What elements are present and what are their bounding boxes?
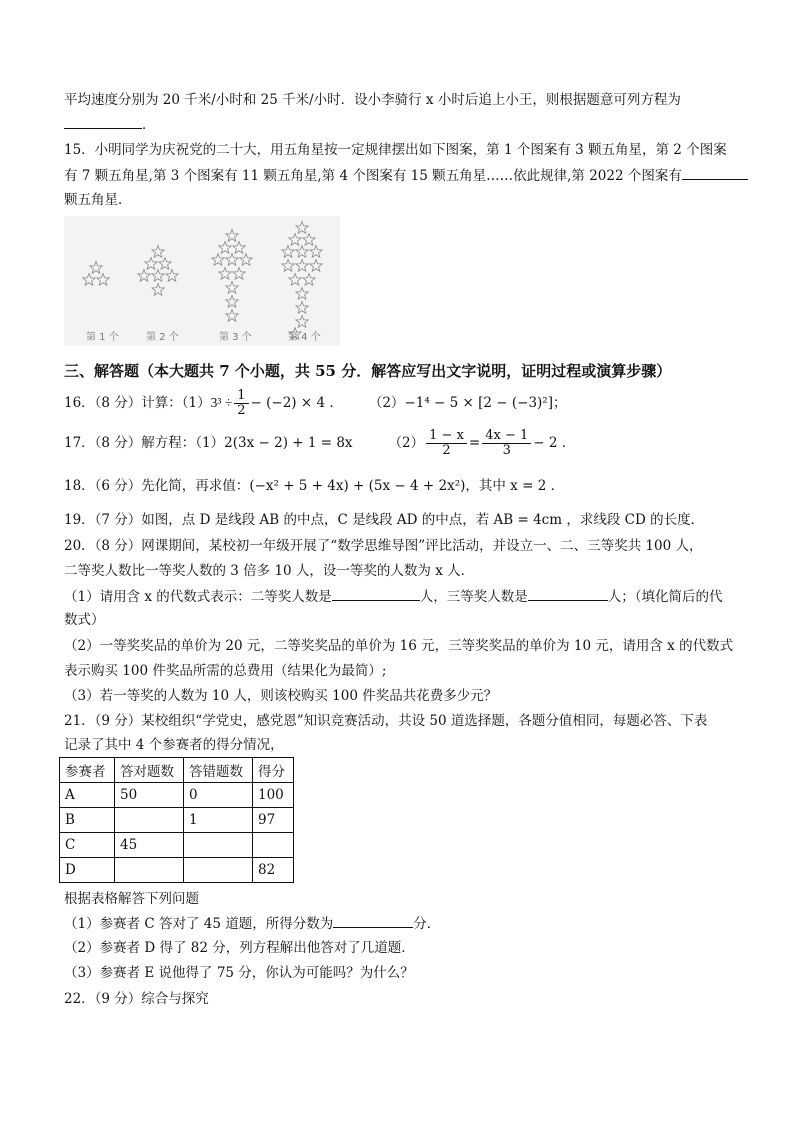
question-16: 16．（8 分）计算：（1） 3³ ÷ $\frac{1}{2}$ − (−2) × 4 ． （2） −1⁴ − 5 × [2 − (−3)²]； <box>64 387 567 418</box>
star-pattern-figure <box>64 216 340 346</box>
question-22-title: 22．（9 分）综合与探究 <box>64 991 209 1007</box>
pattern-caption-4: 第 4 个 <box>288 332 321 343</box>
question-20-sub1: （1）请用含 x 的代数式表示：二等奖人数是 人，三等奖人数是 人；（填化简后的代 <box>64 586 723 607</box>
question-18: 18．（6 分）先化简，再求值：(−x² + 5 + 4x) + (5x − 4 + 2x²)，其中 x = 2 ． <box>64 478 565 494</box>
table-header-row: 参赛者 答对题数 答错题数 得分 <box>60 758 294 783</box>
question-21-instruction: 根据表格解答下列问题 <box>64 891 199 907</box>
question-20-sub2: （2）一等奖奖品的单价为 20 元，二等奖奖品的单价为 16 元，三等奖奖品的单价为 10 元，请用含 x 的代数式 <box>64 638 734 654</box>
section-3-heading: 三、解答题（本大题共 7 个小题，共 55 分．解答应写出文字说明，证明过程或演算步骤） <box>64 362 672 380</box>
question-20-sub2-cont: 表示购买 100 件奖品所需的总费用（结果化为最简）; <box>64 663 387 679</box>
question-21-sub3: （3）参赛者 E 说他得了 75 分，你认为可能吗？为什么？ <box>64 965 414 981</box>
question-17: 17．（8 分）解方程：（1） 2(3x − 2) + 1 = 8x （2） $\frac{1 - x}{2}$ = $\frac{4x - 1}{3}$ − 2 ． <box>64 427 576 458</box>
question-20-line1: 20．（8 分）网课期间，某校初一年级开展了“数学思维导图”评比活动，并设立一、二、三等奖共 100 人， <box>64 538 703 554</box>
question-20-sub1-cont: 数式） <box>64 612 105 628</box>
table-row: D 82 <box>60 858 294 883</box>
question-20-sub3: （3）若一等奖的人数为 10 人，则该校购买 100 件奖品共花费多少元？ <box>64 688 498 704</box>
question-15-line3: 颗五角星． <box>64 192 132 208</box>
question-14-answer-blank: ． <box>64 114 156 135</box>
pattern-caption-1: 第 1 个 <box>86 332 119 343</box>
table-row: B 1 97 <box>60 808 294 833</box>
question-15-line2: 有 7 颗五角星,第 3 个图案有 11 颗五角星,第 4 个图案有 15 颗五角星……依此规律,第 2022 个图案有 <box>64 165 748 186</box>
question-19: 19．（7 分）如图，点 D 是线段 AB 的中点，C 是线段 AD 的中点，若 AB = 4cm ，求线段 CD 的长度． <box>64 512 705 528</box>
score-table <box>59 757 294 883</box>
question-14-continuation: 平均速度分别为 20 千米/小时和 25 千米/小时．设小李骑行 x 小时后追上小王，则根据题意可列方程为 <box>64 92 681 108</box>
question-21-line1: 21．（9 分）某校组织“学党史，感党恩”知识竞赛活动，共设 50 道选择题，各题分值相同，每题必答、下表 <box>64 713 708 729</box>
table-row: C 45 <box>60 833 294 858</box>
pattern-caption-2: 第 2 个 <box>146 332 179 343</box>
question-20-line2: 二等奖人数比一等奖人数的 3 倍多 10 人，设一等奖的人数为 x 人． <box>64 563 475 579</box>
question-21-sub1: （1）参赛者 C 答对了 45 道题，所得分数为 分． <box>64 913 440 934</box>
question-21-sub2: （2）参赛者 D 得了 82 分，列方程解出他答对了几道题． <box>64 940 415 956</box>
fraction-one-half: $\frac{1}{2}$ <box>234 389 248 418</box>
question-15-answer-blank <box>682 165 748 180</box>
question-15-line1: 15．小明同学为庆祝党的二十大，用五角星按一定规律摆出如下图案，第 1 个图案有 3 颗五角星，第 2 个图案 <box>64 142 727 158</box>
question-21-line2: 记录了其中 4 个参赛者的得分情况， <box>64 737 284 753</box>
pattern-caption-3: 第 3 个 <box>219 332 252 343</box>
table-row: A 50 0 100 <box>60 783 294 808</box>
